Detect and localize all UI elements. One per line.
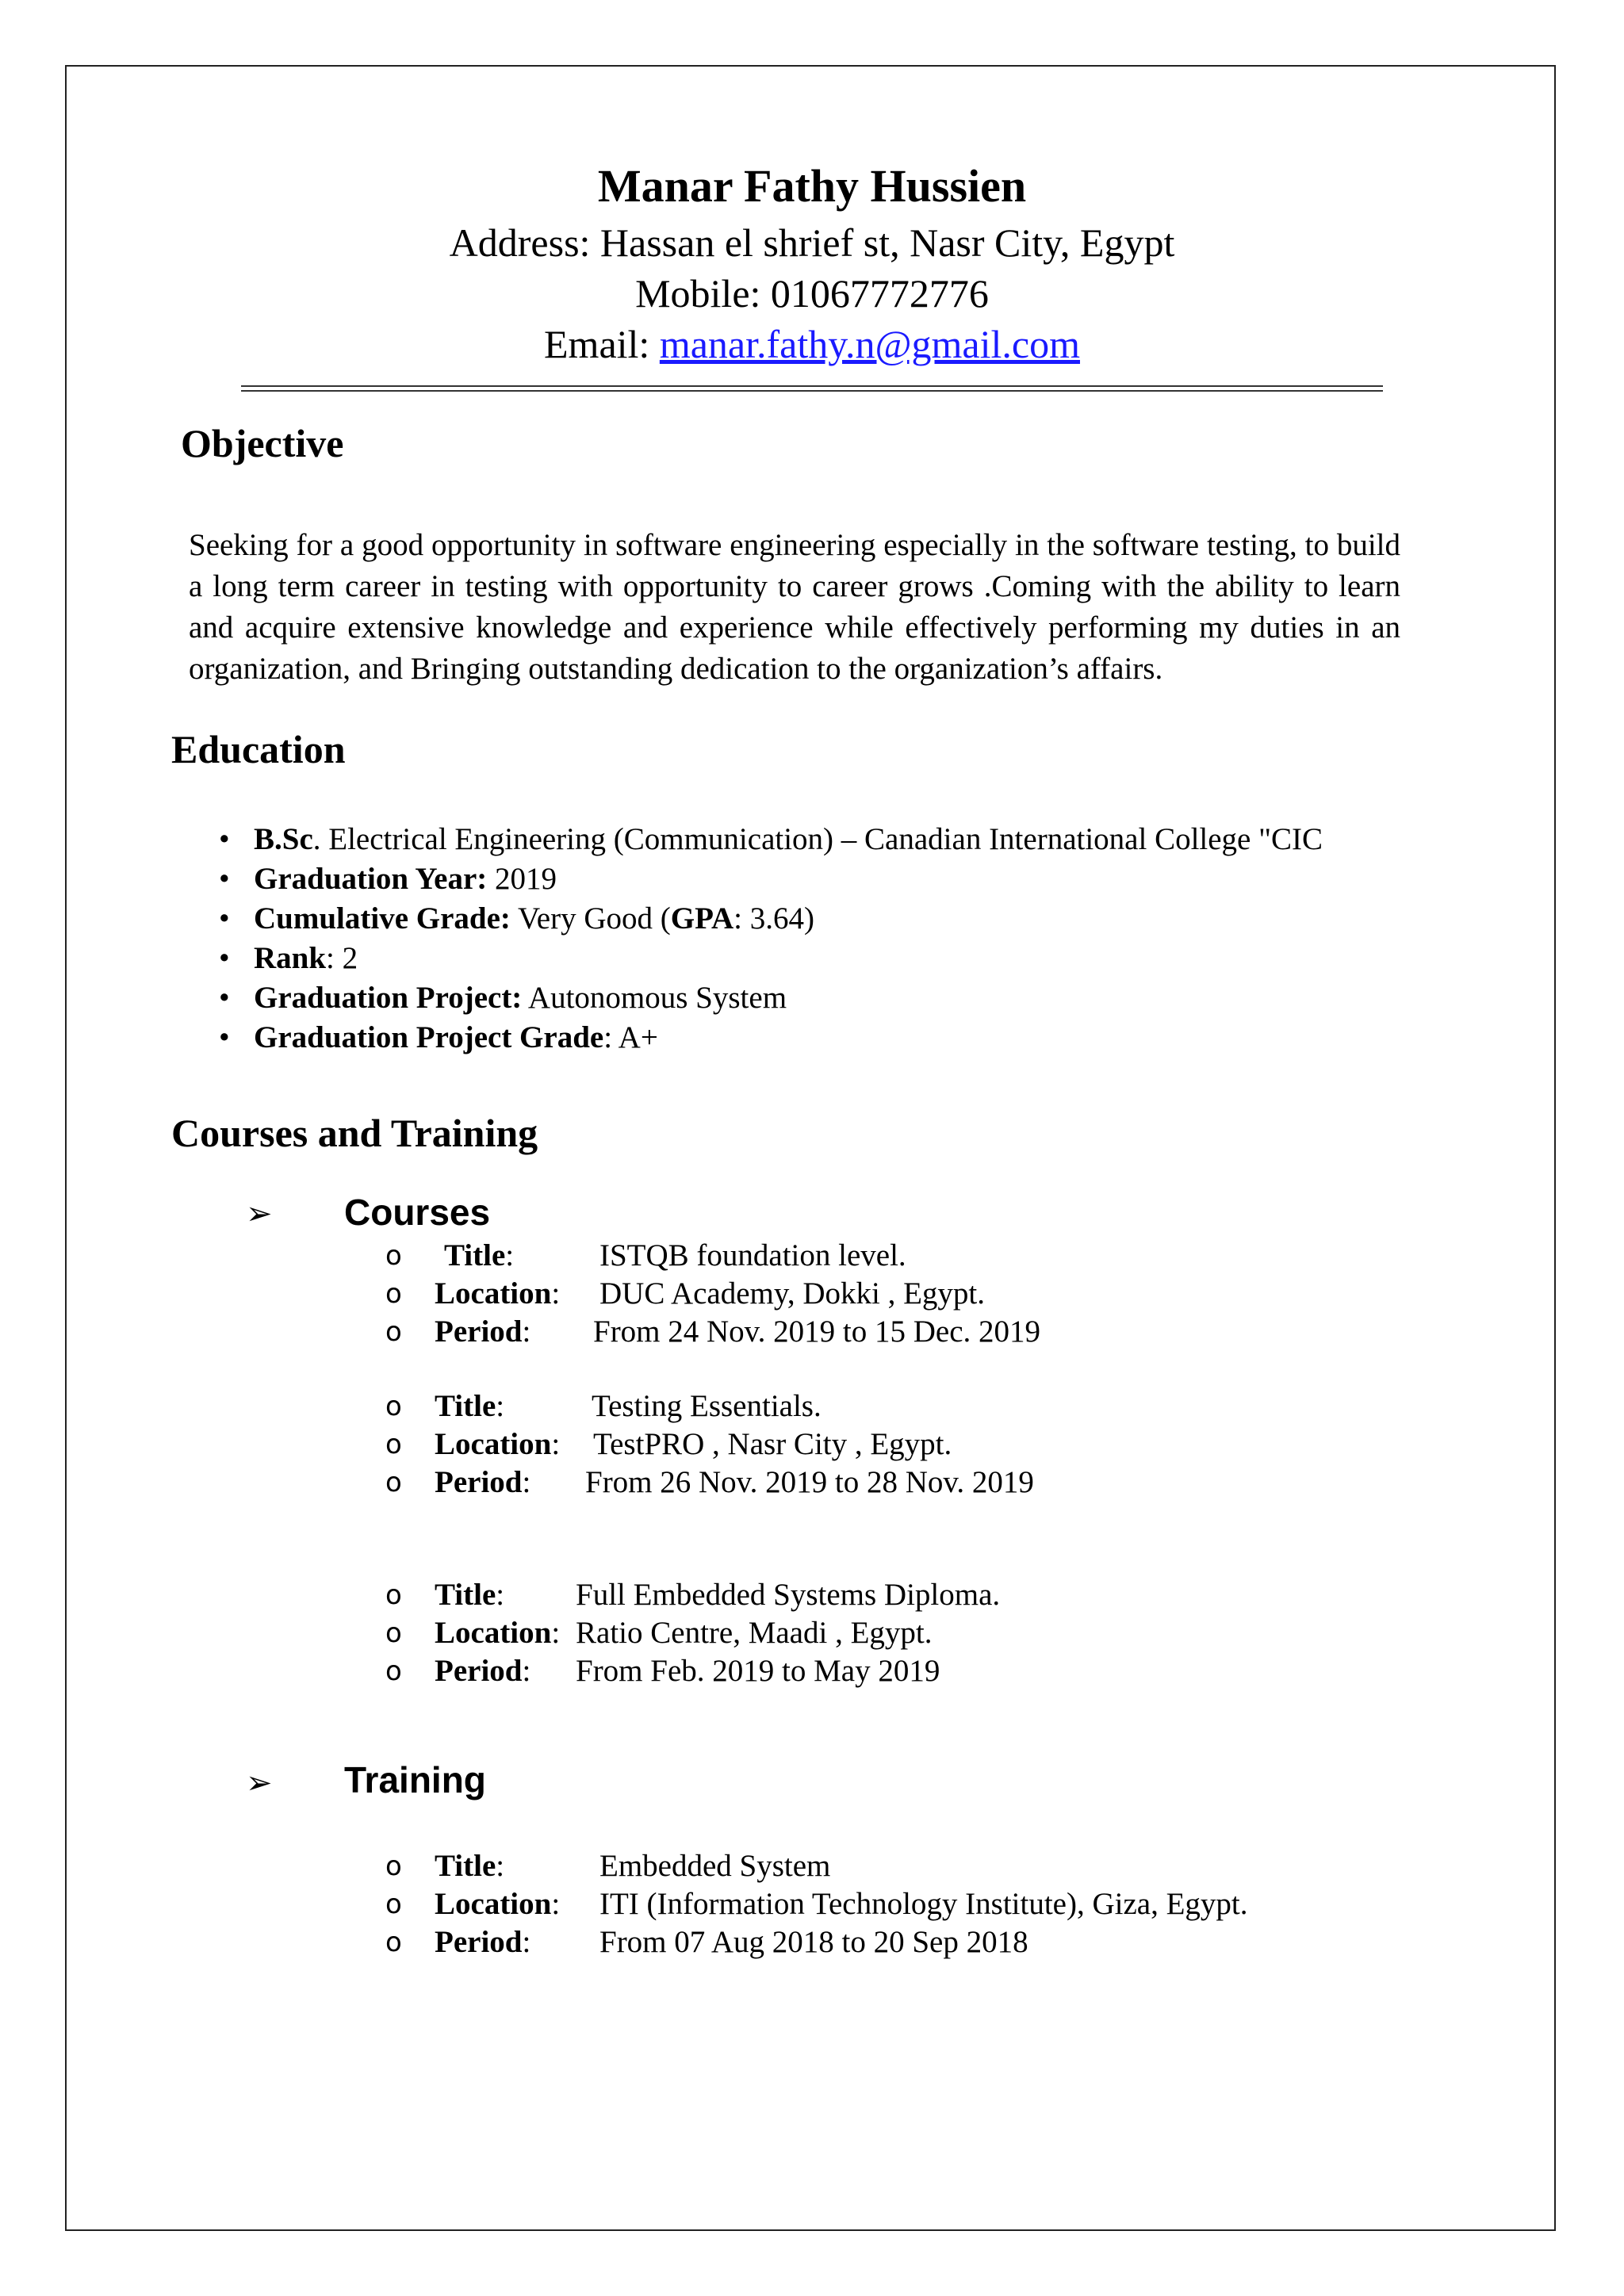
- circle-bullet-icon: o: [385, 1617, 402, 1649]
- objective-heading: Objective: [181, 421, 344, 465]
- circle-bullet-icon: o: [385, 1429, 402, 1460]
- training-title: Embedded System: [599, 1849, 831, 1883]
- title-separator: :: [496, 1849, 505, 1883]
- training-subheading: Training: [344, 1759, 486, 1800]
- circle-bullet-icon: o: [385, 1579, 402, 1611]
- resume-header: [0, 155, 1624, 369]
- courses-training-heading: Courses and Training: [171, 1111, 538, 1155]
- list-item: [216, 820, 1323, 859]
- course-period: From 24 Nov. 2019 to 15 Dec. 2019: [593, 1314, 1041, 1349]
- period-separator: :: [522, 1925, 531, 1959]
- address-label: Address:: [449, 220, 591, 265]
- gpa-label: GPA: [670, 901, 734, 936]
- candidate-name: Manar Fathy Hussien: [597, 160, 1027, 212]
- address-line: [0, 217, 1624, 268]
- circle-bullet-icon: o: [385, 1655, 402, 1687]
- bullet-icon: •: [219, 1020, 230, 1054]
- circle-bullet-icon: o: [385, 1316, 402, 1348]
- period-label: Period: [435, 1465, 523, 1499]
- period-separator: :: [522, 1654, 531, 1688]
- mobile-value: 01067772776: [770, 271, 989, 316]
- rank-label: Rank: [254, 941, 327, 975]
- grad-year-label: Graduation Year:: [254, 862, 488, 896]
- title-separator: :: [505, 1238, 515, 1272]
- circle-bullet-icon: o: [385, 1240, 402, 1272]
- course-period: From 26 Nov. 2019 to 28 Nov. 2019: [585, 1465, 1034, 1499]
- period-label: Period: [435, 1654, 523, 1688]
- grade-label: Cumulative Grade:: [254, 901, 511, 936]
- project-grade-value: : A+: [603, 1020, 658, 1054]
- courses-subheading: Courses: [344, 1192, 491, 1233]
- list-item: [216, 1018, 1323, 1058]
- list-item: [216, 978, 1323, 1018]
- bullet-icon: •: [219, 901, 230, 936]
- email-link[interactable]: manar.fathy.n@gmail.com: [659, 322, 1080, 366]
- list-item: [216, 939, 1323, 978]
- list-item: [216, 899, 1323, 939]
- education-list: [216, 820, 1323, 1058]
- location-label: Location: [435, 1427, 552, 1461]
- project-grade-label: Graduation Project Grade: [254, 1020, 604, 1054]
- title-label: Title: [435, 1389, 496, 1423]
- circle-bullet-icon: o: [385, 1888, 402, 1920]
- project-label: Graduation Project:: [254, 981, 523, 1015]
- email-line: [0, 319, 1624, 369]
- grade-value: Very Good (: [517, 901, 671, 936]
- bullet-icon: •: [219, 862, 230, 896]
- title-label: Title: [435, 1849, 496, 1883]
- location-label: Location: [435, 1276, 552, 1311]
- education-heading: Education: [171, 727, 346, 771]
- period-separator: :: [522, 1465, 531, 1499]
- title-separator: :: [496, 1389, 505, 1423]
- gpa-value: : 3.64): [733, 901, 814, 936]
- location-separator: :: [551, 1427, 561, 1461]
- arrow-bullet-icon: ➢: [246, 1196, 273, 1232]
- arrow-bullet-icon: ➢: [246, 1765, 273, 1801]
- location-separator: :: [551, 1276, 561, 1311]
- course-title: Testing Essentials.: [592, 1389, 822, 1423]
- course-period: From Feb. 2019 to May 2019: [576, 1654, 940, 1688]
- degree-value: . Electrical Engineering (Communication) – Canadian International College "CIC: [312, 822, 1323, 856]
- bullet-icon: •: [219, 981, 230, 1015]
- project-value: Autonomous System: [527, 981, 787, 1015]
- mobile-line: [0, 268, 1624, 319]
- course-location: DUC Academy, Dokki , Egypt.: [599, 1276, 985, 1311]
- course-location: TestPRO , Nasr City , Egypt.: [593, 1427, 952, 1461]
- degree-label: B.Sc: [254, 822, 313, 856]
- grad-year-value: 2019: [495, 862, 557, 896]
- header-divider-second: [241, 390, 1383, 392]
- period-label: Period: [435, 1314, 523, 1349]
- email-label: Email:: [544, 322, 650, 366]
- training-period: From 07 Aug 2018 to 20 Sep 2018: [599, 1925, 1028, 1959]
- location-separator: :: [551, 1887, 561, 1921]
- title-separator: :: [496, 1578, 505, 1612]
- circle-bullet-icon: o: [385, 1278, 402, 1310]
- course-location: Ratio Centre, Maadi , Egypt.: [576, 1616, 933, 1650]
- bullet-icon: •: [219, 822, 230, 856]
- rank-value: : 2: [326, 941, 358, 975]
- circle-bullet-icon: o: [385, 1391, 402, 1422]
- circle-bullet-icon: o: [385, 1850, 402, 1882]
- address-value: Hassan el shrief st, Nasr City, Egypt: [599, 220, 1175, 265]
- header-divider: [241, 385, 1383, 387]
- circle-bullet-icon: o: [385, 1467, 402, 1498]
- location-separator: :: [551, 1616, 561, 1650]
- course-title: Full Embedded Systems Diploma.: [576, 1578, 1001, 1612]
- period-separator: :: [522, 1314, 531, 1349]
- period-label: Period: [435, 1925, 523, 1959]
- bullet-icon: •: [219, 941, 230, 975]
- circle-bullet-icon: o: [385, 1927, 402, 1958]
- objective-text: Seeking for a good opportunity in software engineering especially in the software testing, to build a long term career in testing with opportunity to career grows .Coming with the ability to learn and acquire extensive knowledge and experience while effectively performing my duties in an organization, and Bringing outstanding dedication to the organization’s affairs.: [189, 528, 1400, 686]
- list-item: [216, 859, 1323, 899]
- mobile-label: Mobile:: [635, 271, 761, 316]
- location-label: Location: [435, 1616, 552, 1650]
- training-location: ITI (Information Technology Institute), Giza, Egypt.: [599, 1887, 1248, 1921]
- course-title: ISTQB foundation level.: [599, 1238, 906, 1272]
- location-label: Location: [435, 1887, 552, 1921]
- title-label: Title: [435, 1578, 496, 1612]
- title-label: Title: [444, 1238, 506, 1272]
